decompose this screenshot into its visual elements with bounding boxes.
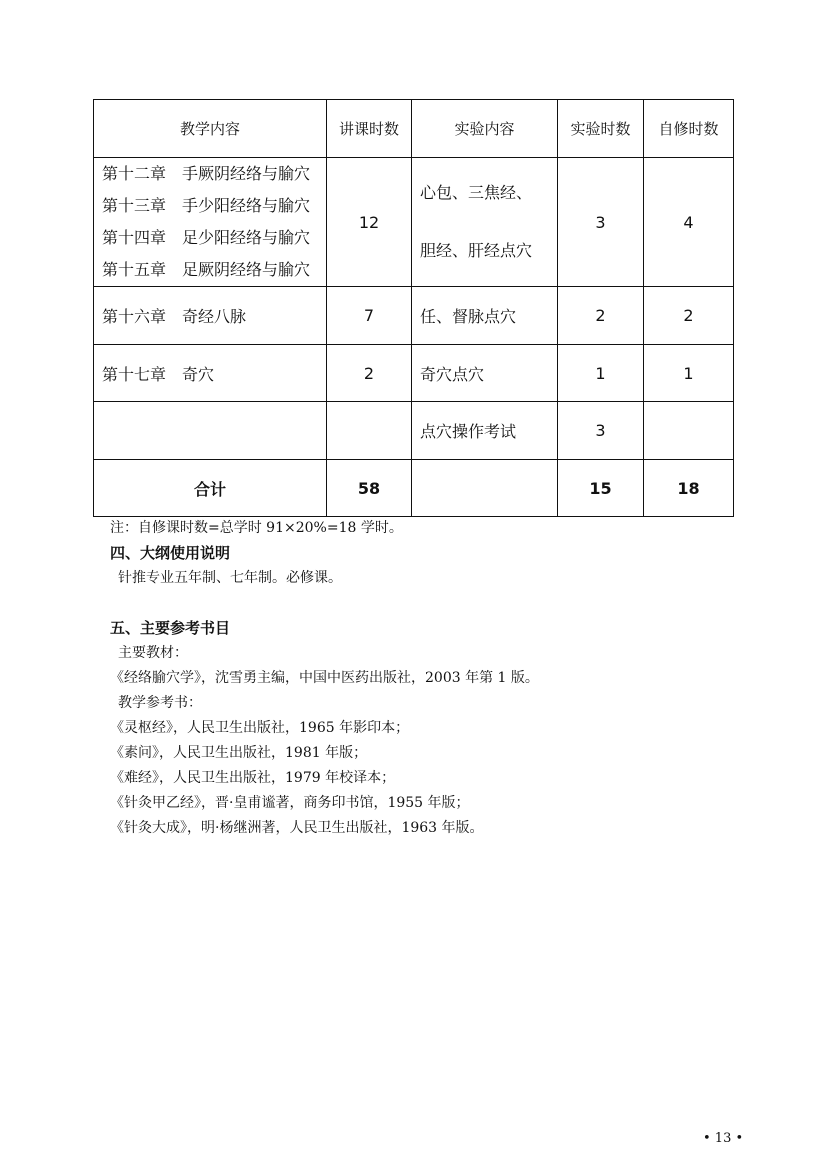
total-lecture-hours-cell: 58 [327, 460, 412, 517]
lab-hours-cell: 3 [558, 158, 644, 287]
references-label: 教学参考书： [118, 695, 202, 711]
self-study-hours-cell: 1 [644, 345, 734, 402]
experiment-line: 胆经、肝经点穴 [420, 241, 533, 260]
section-heading-usage: 四、大纲使用说明 [110, 544, 231, 562]
topic-cell: 第十七章 奇穴 [94, 345, 327, 402]
topic-line: 第十四章 足少阳经络与腧穴 [102, 228, 311, 247]
reference-entry: 《灵枢经》，人民卫生出版社，1965 年影印本； [110, 720, 410, 736]
total-self-study-hours-cell: 18 [644, 460, 734, 517]
self-study-hours-cell: 2 [644, 287, 734, 345]
textbook-label: 主要教材： [118, 645, 188, 661]
experiment-cell: 点穴操作考试 [412, 402, 558, 460]
reference-entry: 《素问》，人民卫生出版社，1981 年版； [110, 745, 368, 761]
total-experiment-cell [412, 460, 558, 517]
experiment-cell: 奇穴点穴 [412, 345, 558, 402]
section-heading-references: 五、主要参考书目 [110, 619, 231, 637]
lecture-hours-cell [327, 402, 412, 460]
table-note: 注：自修课时数=总学时 91×20%=18 学时。 [110, 520, 403, 536]
total-label-cell: 合计 [94, 460, 327, 517]
header-cell: 教学内容 [94, 100, 327, 158]
topic-cell [94, 402, 327, 460]
table-header-row [94, 100, 734, 158]
self-study-hours-cell: 4 [644, 158, 734, 287]
textbook-entry: 《经络腧穴学》，沈雪勇主编，中国中医药出版社，2003 年第 1 版。 [110, 670, 539, 686]
lecture-hours-cell: 2 [327, 345, 412, 402]
header-cell: 讲课时数 [327, 100, 412, 158]
topic-cell [94, 158, 327, 287]
table-row [94, 402, 734, 460]
reference-entry: 《针灸甲乙经》，晋·皇甫谧著，商务印书馆，1955 年版； [110, 795, 470, 811]
table-row [94, 287, 734, 345]
lecture-hours-cell: 12 [327, 158, 412, 287]
total-lab-hours-cell: 15 [558, 460, 644, 517]
reference-entry: 《针灸大成》，明·杨继洲著，人民卫生出版社，1963 年版。 [110, 820, 484, 836]
table-total-row [94, 460, 734, 517]
lab-hours-cell: 2 [558, 287, 644, 345]
lab-hours-cell: 3 [558, 402, 644, 460]
section-spacer [110, 591, 750, 616]
usage-text: 针推专业五年制、七年制。必修课。 [118, 570, 342, 586]
body-text [110, 516, 750, 841]
table-row [94, 345, 734, 402]
topic-line: 第十五章 足厥阴经络与腧穴 [102, 260, 311, 279]
experiment-cell: 任、督脉点穴 [412, 287, 558, 345]
header-cell: 自修时数 [644, 100, 734, 158]
reference-entry: 《难经》，人民卫生出版社，1979 年校译本； [110, 770, 396, 786]
syllabus-table [93, 99, 734, 517]
topic-cell: 第十六章 奇经八脉 [94, 287, 327, 345]
lab-hours-cell: 1 [558, 345, 644, 402]
header-cell: 实验内容 [412, 100, 558, 158]
topic-line: 第十三章 手少阳经络与腧穴 [102, 196, 311, 215]
experiment-cell [412, 158, 558, 287]
lecture-hours-cell: 7 [327, 287, 412, 345]
page-number: • 13 • [703, 1131, 744, 1146]
experiment-line: 心包、三焦经、 [420, 183, 533, 202]
self-study-hours-cell [644, 402, 734, 460]
topic-line: 第十二章 手厥阴经络与腧穴 [102, 164, 311, 183]
table-row [94, 158, 734, 287]
header-cell: 实验时数 [558, 100, 644, 158]
